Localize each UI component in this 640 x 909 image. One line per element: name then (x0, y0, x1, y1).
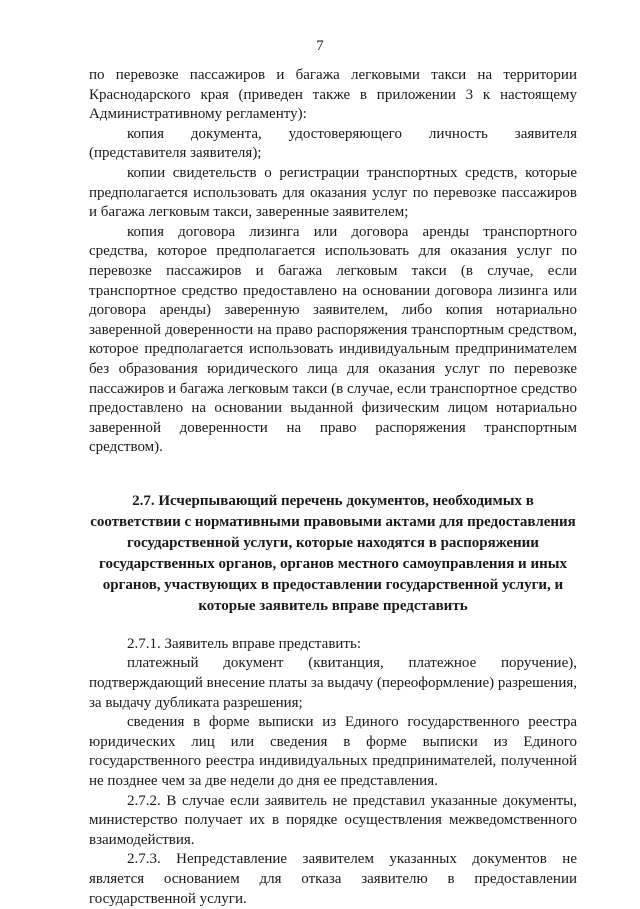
paragraph-2-7-3: 2.7.3. Непредставление заявителем указанных документов не является основанием для отказа заявителю в предоставлении государственной услуги. (89, 851, 577, 907)
paragraph-2-7-2: 2.7.2. В случае если заявитель не представил указанные документы, министерство получает их в порядке осуществления межведомственного взаимодействия. (89, 792, 577, 848)
paragraph-payment-document: платежный документ (квитанция, платежное поручение), подтверждающий внесение платы за выдачу (переоформление) разрешения, за выдачу дубликата разрешения; (89, 655, 577, 711)
paragraph-leasing-contract: копия договора лизинга или договора аренды транспортного средства, которое предполагается использовать для оказания услуг по перевозке пассажиров и багажа легковым такси (в случае, если транспортное средство предоставлено на основании договора лизинга или договора аренды) заверенную заявителем, либо копия нотариально заверенной доверенности на право распоряжения транспортным средством, которое предполагается использовать индивидуальным предпринимателем без образования юридического лица для оказания услуг по перевозке пассажиров и багажа легковым такси (в случае, если транспортное средство предоставлено на основании выданной физическим лицом нотариально заверенной доверенности на право распоряжения транспортным средством). (89, 223, 577, 456)
paragraph-registry-extract: сведения в форме выписки из Единого государственного реестра юридических лиц или сведения в форме выписки из Единого государственного реестра индивидуальных предпринимателей, полученной не позднее чем за две недели до дня ее представления. (89, 714, 577, 790)
paragraph-continuation: по перевозке пассажиров и багажа легковыми такси на территории Краснодарского края (приведен также в приложении 3 к настоящему Административному регламенту): (89, 67, 577, 123)
paragraph-2-7-1: 2.7.1. Заявитель вправе представить: (127, 635, 361, 652)
section-heading-2-7: 2.7. Исчерпывающий перечень документов, необходимых в соответствии с нормативными правовыми актами для предоставления государственной услуги, которые находятся в распоряжении государственных органов, органов местного самоуправления и иных органов, участвующих в предоставлении государственной услуги, и которые заявитель вправе представить (90, 492, 576, 614)
paragraph-vehicle-registration: копии свидетельств о регистрации транспортных средств, которые предполагается использовать для оказания услуг по перевозке пассажиров и багажа легковым такси, заверенные заявителем; (89, 164, 577, 221)
page-number: 7 (316, 38, 324, 54)
document-body (89, 66, 577, 909)
paragraph-identity-document: копия документа, удостоверяющего личность заявителя (представителя заявителя); (89, 125, 577, 162)
